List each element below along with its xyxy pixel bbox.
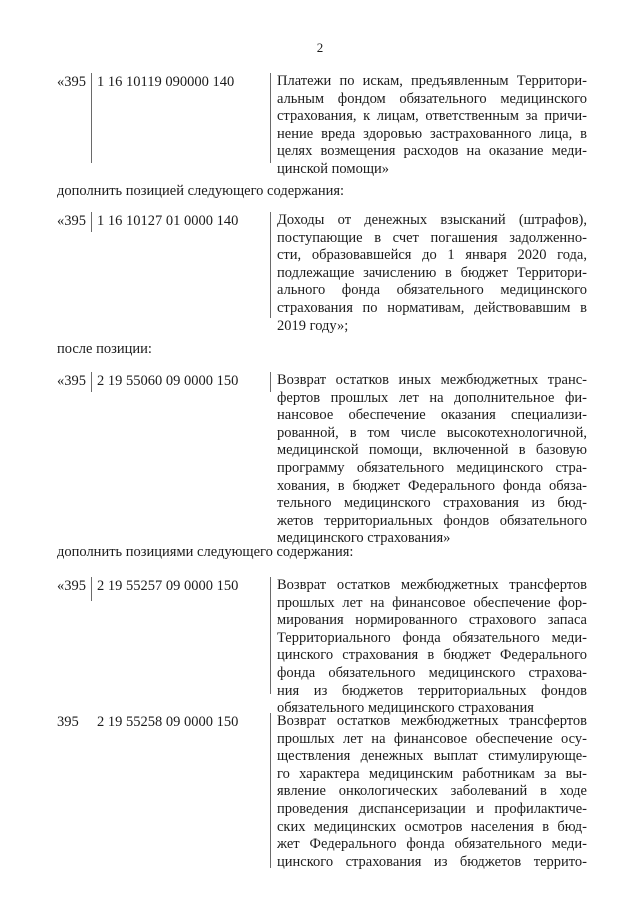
description-line: проведения диспансеризации и профилактиче-: [277, 800, 587, 817]
description-line: обязательного медицинского страхования: [277, 700, 534, 717]
description-line: Платежи по искам, предъявленным Территори-: [277, 73, 587, 89]
description-line: цинской помощи»: [277, 160, 389, 177]
table-row: [0, 372, 640, 548]
description-line: жетов территориальных фондов обязательного: [277, 512, 587, 529]
column-divider: [270, 73, 271, 163]
instruction-text: дополнить позициями следующего содержания:: [57, 544, 354, 560]
row-kbk: 2 19 55060 09 0000 150: [97, 373, 239, 389]
row-kbk: 2 19 55257 09 0000 150: [97, 578, 239, 594]
column-divider: [91, 577, 92, 601]
description-line: целях возмещения расходов на оказание меди-: [277, 143, 587, 160]
description-line: сти, образовавшейся до 1 января 2020 года,: [277, 247, 587, 264]
description-line: страхования по нормативам, действовавшим в: [277, 299, 587, 316]
row-description: [277, 212, 587, 335]
description-line: го характера медицинским работникам за вы-: [277, 765, 587, 782]
description-line: тельного медицинского страхования из бюд-: [277, 495, 587, 512]
row-code: «395: [57, 74, 86, 90]
table-row: [0, 577, 640, 719]
row-kbk: 1 16 10127 01 0000 140: [97, 213, 239, 229]
description-line: цинского страхования из бюджетов террито-: [277, 853, 587, 870]
description-line: альным фондом обязательного медицинского: [277, 90, 587, 107]
row-code: 395: [57, 714, 79, 730]
row-code: «395: [57, 213, 86, 229]
row-code: «395: [57, 578, 86, 594]
instruction-text: дополнить позицией следующего содержания:: [57, 183, 345, 199]
description-line: ществления денежных выплат стимулирующе-: [277, 748, 587, 765]
description-line: мирования нормированного страхового запаса: [277, 612, 587, 629]
column-divider: [270, 577, 271, 694]
description-line: ния из бюджетов территориальных фондов: [277, 682, 587, 699]
column-divider: [91, 212, 92, 232]
description-line: фертов прошлых лет на дополнительное фи-: [277, 389, 587, 406]
description-line: Доходы от денежных взысканий (штрафов),: [277, 212, 587, 228]
description-line: прошлых лет на финансовое обеспечение фор-: [277, 594, 587, 611]
description-line: жет Федерального фонда обязательного меди-: [277, 836, 587, 853]
description-line: медицинского страхования»: [277, 530, 451, 547]
description-line: Возврат остатков межбюджетных трансфертов: [277, 713, 587, 729]
description-line: ских медицинских осмотров населения в бюд-: [277, 818, 587, 835]
description-line: рованной, в том числе высокотехнологичной,: [277, 424, 587, 441]
description-line: 2019 году»;: [277, 317, 349, 334]
description-line: Возврат остатков иных межбюджетных транс-: [277, 372, 587, 388]
description-line: явление онкологических заболеваний в ходе: [277, 783, 587, 800]
row-code: «395: [57, 373, 86, 389]
column-divider: [270, 212, 271, 318]
description-line: нение вреда здоровью застрахованного лица, в: [277, 125, 587, 142]
description-line: нансовое обеспечение оказания специализи-: [277, 407, 587, 424]
row-kbk: 2 19 55258 09 0000 150: [97, 714, 239, 730]
description-line: программу обязательного медицинского стра-: [277, 459, 587, 476]
row-description: [277, 372, 587, 548]
row-kbk: 1 16 10119 090000 140: [97, 74, 235, 90]
instruction-text: после позиции:: [57, 341, 152, 357]
description-line: Территориального фонда обязательного меди-: [277, 629, 587, 646]
description-line: поступающие в счет погашения задолженно-: [277, 229, 587, 246]
row-description: [277, 577, 587, 718]
description-line: подлежащие зачислению в бюджет Территори-: [277, 264, 587, 281]
description-line: страхования, к лицам, ответственным за причи-: [277, 108, 587, 125]
column-divider: [91, 73, 92, 163]
description-line: медицинской помощи, включенной в базовую: [277, 442, 587, 459]
table-row: [0, 212, 640, 332]
row-description: [277, 73, 587, 179]
table-row: [0, 713, 640, 873]
description-line: фонда обязательного медицинского страхова-: [277, 664, 587, 681]
table-row: [0, 73, 640, 177]
description-line: прошлых лет на финансовое обеспечение осу-: [277, 730, 587, 747]
description-line: хования, в бюджет Федерального фонда обяза-: [277, 477, 587, 494]
column-divider: [91, 372, 92, 392]
row-description: [277, 713, 587, 871]
column-divider: [270, 372, 271, 392]
page-number: 2: [316, 40, 324, 55]
description-line: ального фонда обязательного медицинского: [277, 282, 587, 299]
description-line: цинского страхования в бюджет Федерального: [277, 647, 587, 664]
description-line: Возврат остатков межбюджетных трансфертов: [277, 577, 587, 593]
column-divider: [270, 713, 271, 868]
